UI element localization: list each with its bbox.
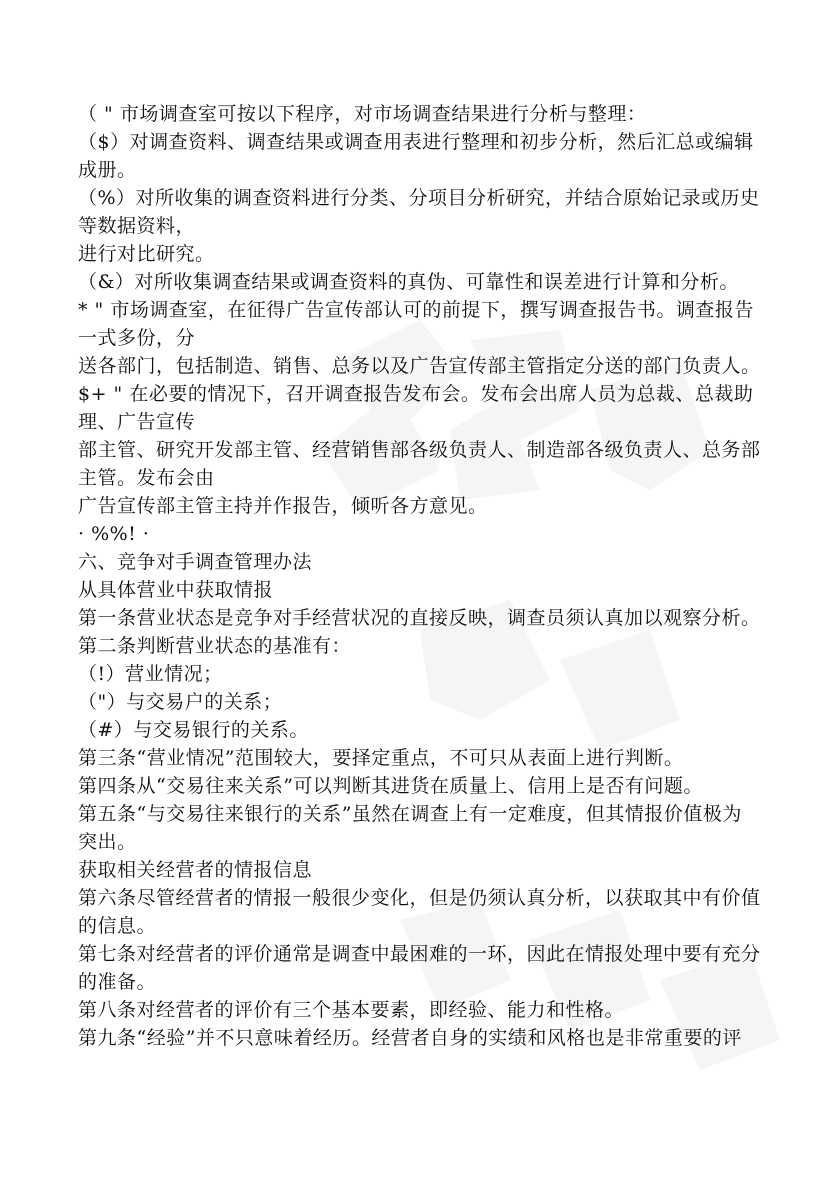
text-line: 等数据资料， bbox=[78, 215, 196, 237]
text-line: 的信息。 bbox=[78, 915, 157, 937]
subsection-heading: 从具体营业中获取情报 bbox=[78, 579, 274, 601]
text-line: 第五条“与交易往来银行的关系”虽然在调查上有一定难度，但其情报价值极为 bbox=[78, 803, 742, 825]
text-line: 成册。 bbox=[78, 159, 137, 181]
document-body bbox=[78, 100, 778, 1052]
section-heading: 六、竞争对手调查管理办法 bbox=[78, 551, 313, 573]
text-line: （!）营业情况； bbox=[78, 663, 223, 685]
text-line: 主管。发布会由 bbox=[78, 467, 215, 489]
text-line: 第六条尽管经营者的情报一般很少变化，但是仍须认真分析，以获取其中有价值 bbox=[78, 887, 761, 909]
text-line: 理、广告宣传 bbox=[78, 411, 196, 433]
subsection-heading: 获取相关经营者的情报信息 bbox=[78, 859, 313, 881]
text-line: 第三条“营业情况”范围较大，要择定重点，不可只从表面上进行判断。 bbox=[78, 747, 684, 769]
text-line: （"）与交易户的关系； bbox=[78, 691, 283, 713]
text-line: $+ " 在必要的情况下，召开调查报告发布会。发布会出席人员为总裁、总裁助 bbox=[78, 383, 754, 405]
text-line: 一式多份，分 bbox=[78, 327, 196, 349]
text-line: 部主管、研究开发部主管、经营销售部各级负责人、制造部各级负责人、总务部 bbox=[78, 439, 761, 461]
text-line: （&）对所收集调查结果或调查资料的真伪、可靠性和误差进行计算和分析。 bbox=[78, 271, 739, 293]
text-line: 突出。 bbox=[78, 831, 137, 853]
text-line: （%）对所收集的调查资料进行分类、分项目分析研究，并结合原始记录或历史 bbox=[78, 187, 760, 209]
text-line: 第二条判断营业状态的基准有： bbox=[78, 635, 352, 657]
text-line: 的准备。 bbox=[78, 971, 157, 993]
text-line: 送各部门，包括制造、销售、总务以及广告宣传部主管指定分送的部门负责人。 bbox=[78, 355, 761, 377]
text-line: （ " 市场调查室可按以下程序，对市场调查结果进行分析与整理： bbox=[78, 103, 647, 125]
text-line: 第七条对经营者的评价通常是调查中最困难的一环，因此在情报处理中要有充分 bbox=[78, 943, 761, 965]
text-line: 第九条“经验”并不只意味着经历。经营者自身的实绩和风格也是非常重要的评 bbox=[78, 1027, 742, 1049]
text-line: 广告宣传部主管主持并作报告，倾听各方意见。 bbox=[78, 495, 488, 517]
text-line: （$）对调查资料、调查结果或调查用表进行整理和初步分析，然后汇总或编辑 bbox=[78, 131, 754, 153]
text-line: 第一条营业状态是竞争对手经营状况的直接反映，调查员须认真加以观察分析。 bbox=[78, 607, 761, 629]
text-line: 第八条对经营者的评价有三个基本要素，即经验、能力和性格。 bbox=[78, 999, 625, 1021]
page-marker: · %%! · bbox=[78, 523, 150, 545]
text-line: 进行对比研究。 bbox=[78, 243, 215, 265]
text-line: * " 市场调查室，在征得广告宣传部认可的前提下，撰写调查报告书。调查报告 bbox=[78, 299, 754, 321]
text-line: （#）与交易银行的关系。 bbox=[78, 719, 309, 741]
text-line: 第四条从“交易往来关系”可以判断其进货在质量上、信用上是否有问题。 bbox=[78, 775, 703, 797]
